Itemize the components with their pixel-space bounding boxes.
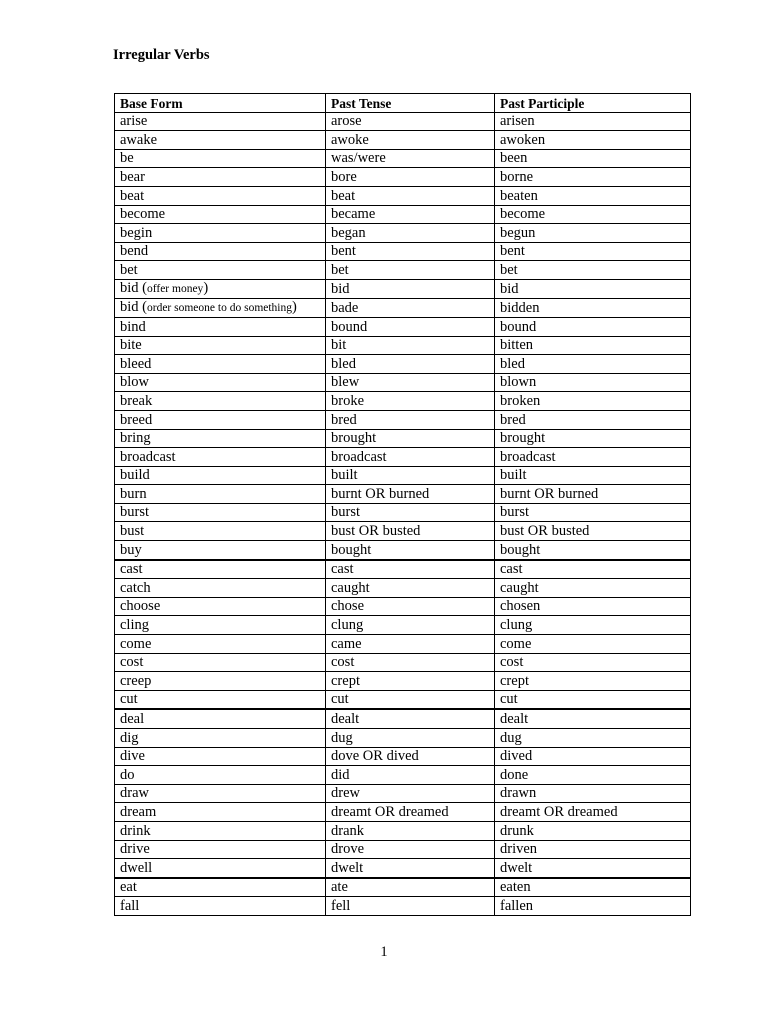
base-form-cell: [115, 336, 326, 355]
base-form-cell: [115, 784, 326, 803]
table-row: [115, 597, 691, 616]
base-form-cell: [115, 560, 326, 579]
base-form-text: creep: [120, 672, 152, 689]
past-tense-cell: did: [326, 766, 495, 785]
table-row: [115, 429, 691, 448]
base-form-cell: [115, 466, 326, 485]
base-form-cell: [115, 522, 326, 541]
column-header-base-form: Base Form: [115, 94, 326, 113]
base-form-cell: [115, 766, 326, 785]
base-form-text: fall: [120, 897, 140, 914]
base-form-text: bend: [120, 243, 149, 260]
past-participle-cell: bound: [495, 317, 691, 336]
table-row: [115, 410, 691, 429]
base-form-text: bear: [120, 168, 145, 185]
past-tense-cell: burst: [326, 503, 495, 522]
base-form-cell: [115, 503, 326, 522]
table-row: [115, 298, 691, 317]
past-tense-cell: broadcast: [326, 448, 495, 467]
base-form-text: bind: [120, 318, 146, 335]
past-participle-cell: dwelt: [495, 859, 691, 878]
base-form-text: dwell: [120, 859, 153, 876]
past-participle-cell: bent: [495, 242, 691, 261]
base-form-cell: bid (order someone to do something): [115, 298, 326, 317]
base-form-cell: [115, 373, 326, 392]
base-form-cell: [115, 597, 326, 616]
base-form-cell: [115, 729, 326, 748]
past-participle-cell: burnt OR burned: [495, 485, 691, 504]
base-form-text: be: [120, 150, 134, 167]
table-body: [115, 112, 691, 915]
past-tense-cell: bid: [326, 279, 495, 298]
table-row: [115, 709, 691, 728]
table-row: [115, 653, 691, 672]
past-tense-cell: ate: [326, 878, 495, 897]
past-tense-cell: bled: [326, 355, 495, 374]
base-form-text: become: [120, 206, 166, 223]
base-form-cell: [115, 897, 326, 916]
past-participle-cell: awoken: [495, 131, 691, 150]
table-row: [115, 784, 691, 803]
table-row: [115, 261, 691, 280]
past-tense-cell: dove OR dived: [326, 747, 495, 766]
base-form-text: cut: [120, 691, 138, 708]
base-form-cell: [115, 747, 326, 766]
page-title: Irregular Verbs: [113, 47, 210, 63]
table-row: [115, 279, 691, 298]
past-participle-cell: bid: [495, 279, 691, 298]
past-tense-cell: crept: [326, 672, 495, 691]
table-row: [115, 242, 691, 261]
past-tense-cell: chose: [326, 597, 495, 616]
past-tense-cell: cut: [326, 690, 495, 709]
table-row: [115, 224, 691, 243]
base-form-cell: [115, 803, 326, 822]
base-form-cell: [115, 485, 326, 504]
table-row: [115, 579, 691, 598]
irregular-verbs-table: [114, 93, 691, 916]
base-form-text: cost: [120, 654, 144, 671]
base-form-text: eat: [120, 879, 137, 896]
base-form-text: awake: [120, 131, 158, 148]
past-tense-cell: began: [326, 224, 495, 243]
base-form-cell: [115, 672, 326, 691]
past-participle-cell: dealt: [495, 709, 691, 728]
base-form-text: bring: [120, 430, 151, 447]
usage-note: order someone to do something: [147, 301, 293, 314]
base-form-text: bid: [120, 279, 139, 296]
past-tense-cell: clung: [326, 616, 495, 635]
base-form-text: bet: [120, 261, 138, 278]
base-form-text: deal: [120, 711, 145, 727]
past-participle-cell: broken: [495, 392, 691, 411]
past-tense-cell: drove: [326, 840, 495, 859]
table-row: [115, 840, 691, 859]
past-participle-cell: beaten: [495, 186, 691, 205]
past-tense-cell: bound: [326, 317, 495, 336]
base-form-cell: [115, 355, 326, 374]
past-participle-cell: drawn: [495, 784, 691, 803]
past-tense-cell: burnt OR burned: [326, 485, 495, 504]
base-form-cell: [115, 859, 326, 878]
past-participle-cell: come: [495, 635, 691, 654]
table-row: [115, 766, 691, 785]
past-participle-cell: been: [495, 149, 691, 168]
past-tense-cell: fell: [326, 897, 495, 916]
table-row: [115, 355, 691, 374]
table-row: [115, 878, 691, 897]
table-row: [115, 560, 691, 579]
base-form-text: do: [120, 766, 135, 783]
table-row: [115, 522, 691, 541]
base-form-text: choose: [120, 598, 161, 615]
base-form-cell: [115, 448, 326, 467]
past-tense-cell: caught: [326, 579, 495, 598]
past-participle-cell: chosen: [495, 597, 691, 616]
table-row: [115, 336, 691, 355]
base-form-text: buy: [120, 541, 142, 558]
past-tense-cell: bust OR busted: [326, 522, 495, 541]
past-participle-cell: bought: [495, 541, 691, 560]
table-row: [115, 448, 691, 467]
past-participle-cell: eaten: [495, 878, 691, 897]
table-row: [115, 672, 691, 691]
past-tense-cell: awoke: [326, 131, 495, 150]
base-form-text: blow: [120, 374, 149, 391]
base-form-cell: [115, 410, 326, 429]
past-participle-cell: burst: [495, 503, 691, 522]
past-participle-cell: bled: [495, 355, 691, 374]
table-row: [115, 690, 691, 709]
base-form-cell: [115, 261, 326, 280]
base-form-text: drink: [120, 822, 151, 839]
past-participle-cell: built: [495, 466, 691, 485]
base-form-cell: [115, 242, 326, 261]
table-header-row: [115, 94, 691, 113]
base-form-text: broadcast: [120, 448, 176, 465]
past-tense-cell: arose: [326, 112, 495, 131]
past-participle-cell: bust OR busted: [495, 522, 691, 541]
past-participle-cell: drunk: [495, 821, 691, 840]
table-row: [115, 168, 691, 187]
past-tense-cell: beat: [326, 186, 495, 205]
past-participle-cell: caught: [495, 579, 691, 598]
past-tense-cell: cost: [326, 653, 495, 672]
base-form-cell: [115, 131, 326, 150]
past-participle-cell: crept: [495, 672, 691, 691]
table-row: [115, 466, 691, 485]
past-participle-cell: done: [495, 766, 691, 785]
past-participle-cell: broadcast: [495, 448, 691, 467]
past-participle-cell: bidden: [495, 298, 691, 317]
past-tense-cell: brought: [326, 429, 495, 448]
base-form-cell: [115, 112, 326, 131]
base-form-cell: [115, 541, 326, 560]
base-form-cell: [115, 821, 326, 840]
base-form-text: break: [120, 392, 153, 409]
table-row: [115, 205, 691, 224]
past-tense-cell: dug: [326, 729, 495, 748]
base-form-text: beat: [120, 187, 145, 204]
past-participle-cell: fallen: [495, 897, 691, 916]
past-tense-cell: bought: [326, 541, 495, 560]
table-row: [115, 131, 691, 150]
past-tense-cell: broke: [326, 392, 495, 411]
past-tense-cell: bit: [326, 336, 495, 355]
base-form-cell: [115, 168, 326, 187]
past-tense-cell: dealt: [326, 709, 495, 728]
past-participle-cell: cost: [495, 653, 691, 672]
base-form-cell: [115, 149, 326, 168]
past-tense-cell: became: [326, 205, 495, 224]
base-form-text: arise: [120, 113, 148, 130]
past-participle-cell: bred: [495, 410, 691, 429]
base-form-text: cast: [120, 561, 143, 578]
table-row: [115, 635, 691, 654]
table-row: [115, 616, 691, 635]
base-form-text: dream: [120, 803, 157, 820]
past-tense-cell: cast: [326, 560, 495, 579]
past-tense-cell: dreamt OR dreamed: [326, 803, 495, 822]
base-form-cell: [115, 429, 326, 448]
page-number: 1: [380, 944, 388, 960]
base-form-text: dive: [120, 748, 145, 765]
past-tense-cell: drew: [326, 784, 495, 803]
table-row: [115, 803, 691, 822]
base-form-cell: bid (offer money): [115, 279, 326, 298]
table-row: [115, 729, 691, 748]
base-form-text: catch: [120, 579, 151, 596]
base-form-text: begin: [120, 224, 153, 241]
past-participle-cell: become: [495, 205, 691, 224]
table-row: [115, 503, 691, 522]
base-form-cell: [115, 616, 326, 635]
base-form-text: bid: [120, 298, 139, 315]
base-form-cell: [115, 878, 326, 897]
table-row: [115, 541, 691, 560]
base-form-cell: [115, 635, 326, 654]
base-form-text: burst: [120, 504, 149, 521]
past-participle-cell: bitten: [495, 336, 691, 355]
usage-note: offer money: [147, 282, 204, 295]
base-form-cell: [115, 709, 326, 728]
past-participle-cell: bet: [495, 261, 691, 280]
table-row: [115, 747, 691, 766]
base-form-text: drive: [120, 841, 150, 858]
table-row: [115, 859, 691, 878]
table-row: [115, 317, 691, 336]
past-tense-cell: came: [326, 635, 495, 654]
past-tense-cell: bore: [326, 168, 495, 187]
past-tense-cell: built: [326, 466, 495, 485]
past-participle-cell: driven: [495, 840, 691, 859]
table-row: [115, 392, 691, 411]
table-row: [115, 373, 691, 392]
base-form-text: breed: [120, 411, 153, 428]
past-tense-cell: bet: [326, 261, 495, 280]
table-row: [115, 897, 691, 916]
past-participle-cell: dreamt OR dreamed: [495, 803, 691, 822]
base-form-text: cling: [120, 617, 149, 634]
past-participle-cell: brought: [495, 429, 691, 448]
past-participle-cell: dived: [495, 747, 691, 766]
base-form-cell: [115, 205, 326, 224]
past-participle-cell: clung: [495, 616, 691, 635]
past-tense-cell: bade: [326, 298, 495, 317]
past-tense-cell: was/were: [326, 149, 495, 168]
base-form-cell: [115, 840, 326, 859]
base-form-cell: [115, 392, 326, 411]
past-tense-cell: dwelt: [326, 859, 495, 878]
past-participle-cell: borne: [495, 168, 691, 187]
past-tense-cell: bred: [326, 410, 495, 429]
base-form-text: come: [120, 635, 152, 652]
table-row: [115, 149, 691, 168]
base-form-text: draw: [120, 785, 149, 802]
past-tense-cell: drank: [326, 821, 495, 840]
base-form-cell: [115, 317, 326, 336]
past-participle-cell: begun: [495, 224, 691, 243]
column-header-past-participle: Past Participle: [495, 94, 691, 113]
base-form-text: bite: [120, 337, 142, 354]
past-tense-cell: blew: [326, 373, 495, 392]
past-participle-cell: blown: [495, 373, 691, 392]
table-row: [115, 112, 691, 131]
base-form-text: bleed: [120, 355, 152, 372]
past-participle-cell: arisen: [495, 112, 691, 131]
base-form-cell: [115, 653, 326, 672]
base-form-text: build: [120, 467, 150, 484]
base-form-cell: [115, 579, 326, 598]
table-row: [115, 821, 691, 840]
column-header-past-tense: Past Tense: [326, 94, 495, 113]
base-form-cell: [115, 224, 326, 243]
past-participle-cell: cut: [495, 690, 691, 709]
base-form-text: dig: [120, 729, 139, 746]
base-form-text: bust: [120, 523, 145, 540]
table-row: [115, 485, 691, 504]
table-row: [115, 186, 691, 205]
base-form-cell: [115, 186, 326, 205]
base-form-text: burn: [120, 485, 147, 502]
past-participle-cell: cast: [495, 560, 691, 579]
base-form-cell: [115, 690, 326, 709]
past-participle-cell: dug: [495, 729, 691, 748]
past-tense-cell: bent: [326, 242, 495, 261]
